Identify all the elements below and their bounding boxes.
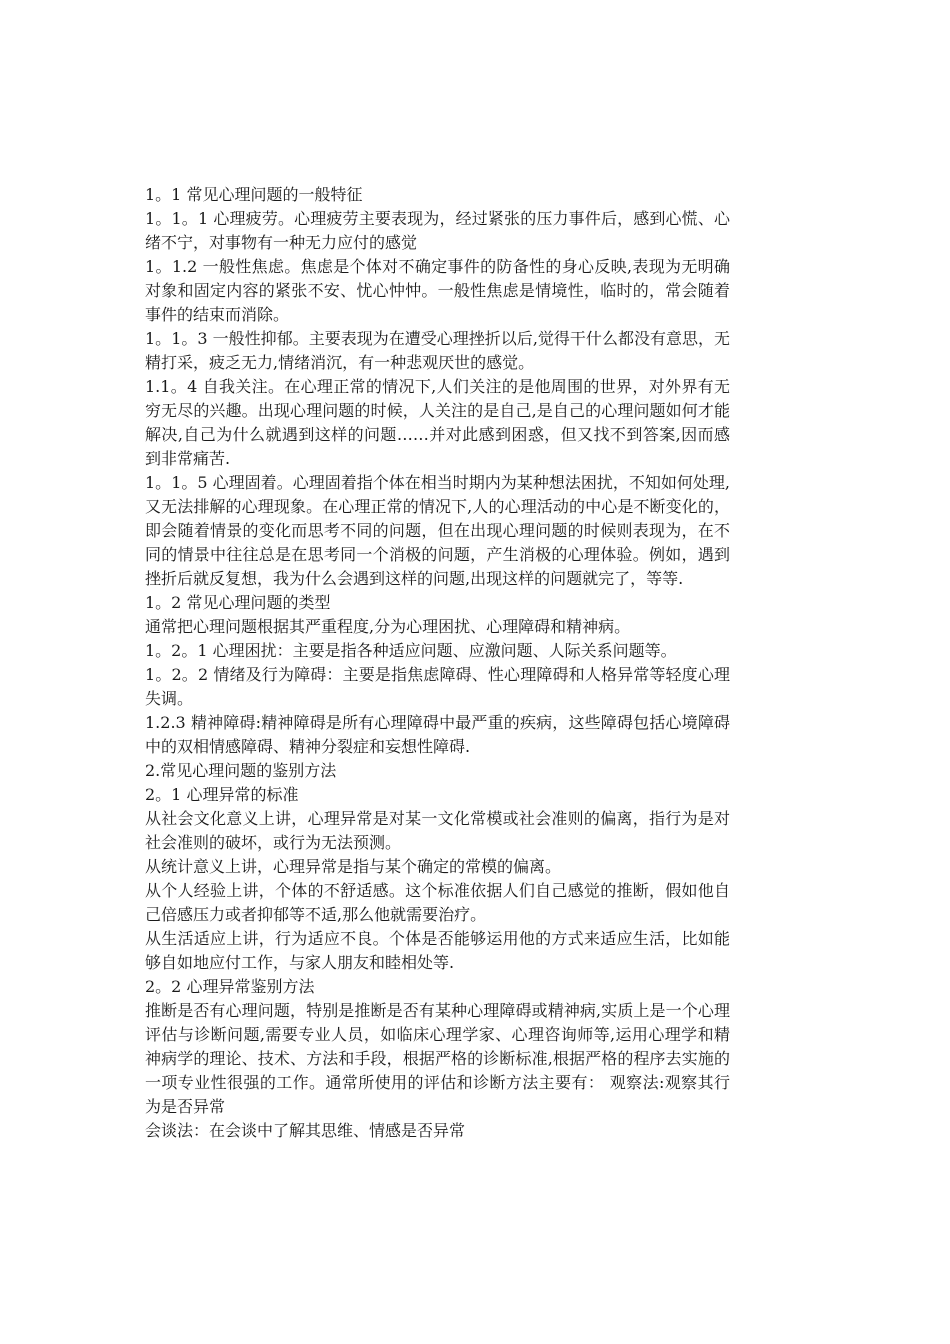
paragraph-statistical-standard: 从统计意义上讲，心理异常是指与某个确定的常模的偏离。 (145, 857, 562, 876)
paragraph-mental-disorder: 1.2.3 精神障碍:精神障碍是所有心理障碍中最严重的疾病，这些障碍包括心境障碍中的双相情感障碍、精神分裂症和妄想性障碍. (145, 713, 730, 756)
heading-2-1: 2。1 心理异常的标准 (145, 785, 299, 804)
paragraph-general-depression: 1。1。3 一般性抑郁。主要表现为在遭受心理挫折以后,觉得干什么都没有意思，无精打采，疲乏无力,情绪消沉，有一种悲观厌世的感觉。 (145, 329, 730, 372)
heading-1-1: 1。1 常见心理问题的一般特征 (145, 185, 363, 204)
paragraph-mental-fatigue: 1。1。1 心理疲劳。心理疲劳主要表现为，经过紧张的压力事件后，感到心慌、心绪不宁，对事物有一种无力应付的感觉 (145, 209, 730, 252)
paragraph-emotional-disorder: 1。2。2 情绪及行为障碍：主要是指焦虑障碍、性心理障碍和人格异常等轻度心理失调。 (145, 665, 730, 708)
paragraph-mental-fixation: 1。1。5 心理固着。心理固着指个体在相当时期内为某种想法困扰，不知如何处理,又无法排解的心理现象。在心理正常的情况下,人的心理活动的中心是不断变化的，即会随着情景的变化而思考不同的问题，但在出现心理问题的时候则表现为，在不同的情景中往往总是在思考同一个消极的问题，产生消极的心理体验。例如，遇到挫折后就反复想，我为什么会遇到这样的问题,出现这样的问题就完了，等等. (145, 473, 730, 588)
paragraph-sociocultural-standard: 从社会文化意义上讲，心理异常是对某一文化常模或社会准则的偏离，指行为是对社会准则的破坏，或行为无法预测。 (145, 809, 730, 852)
paragraph-general-anxiety: 1。1.2 一般性焦虑。焦虑是个体对不确定事件的防备性的身心反映,表现为无明确对象和固定内容的紧张不安、忧心忡忡。一般性焦虑是情境性，临时的，常会随着事件的结束而消除。 (145, 257, 730, 324)
paragraph-assessment-methods: 推断是否有心理问题，特别是推断是否有某种心理障碍或精神病,实质上是一个心理评估与诊断问题,需要专业人员，如临床心理学家、心理咨询师等,运用心理学和精神病学的理论、技术、方法和手段，根据严格的诊断标准,根据严格的程序去实施的一项专业性很强的工作。通常所使用的评估和诊断方法主要有： 观察法:观察其行为是否异常 (145, 1001, 730, 1116)
document-page (145, 183, 730, 1143)
paragraph-personal-standard: 从个人经验上讲，个体的不舒适感。这个标准依据人们自己感觉的推断，假如他自己倍感压力或者抑郁等不适,那么他就需要治疗。 (145, 881, 730, 924)
heading-2: 2.常见心理问题的鉴别方法 (145, 761, 337, 780)
paragraph-classification: 通常把心理问题根据其严重程度,分为心理困扰、心理障碍和精神病。 (145, 617, 631, 636)
paragraph-mental-distress: 1。2。1 心理困扰：主要是指各种适应问题、应激问题、人际关系问题等。 (145, 641, 677, 660)
paragraph-self-focus: 1.1。4 自我关注。在心理正常的情况下,人们关注的是他周围的世界，对外界有无穷无尽的兴趣。出现心理问题的时候，人关注的是自己,是自己的心理问题如何才能解决,自己为什么就遇到这样的问题……并对此感到困惑，但又找不到答案,因而感到非常痛苦. (145, 377, 730, 468)
heading-1-2: 1。2 常见心理问题的类型 (145, 593, 331, 612)
paragraph-adaptation-standard: 从生活适应上讲，行为适应不良。个体是否能够运用他的方式来适应生活，比如能够自如地应付工作，与家人朋友和睦相处等. (145, 929, 730, 972)
paragraph-interview-method: 会谈法：在会谈中了解其思维、情感是否异常 (145, 1121, 466, 1140)
heading-2-2: 2。2 心理异常鉴别方法 (145, 977, 315, 996)
